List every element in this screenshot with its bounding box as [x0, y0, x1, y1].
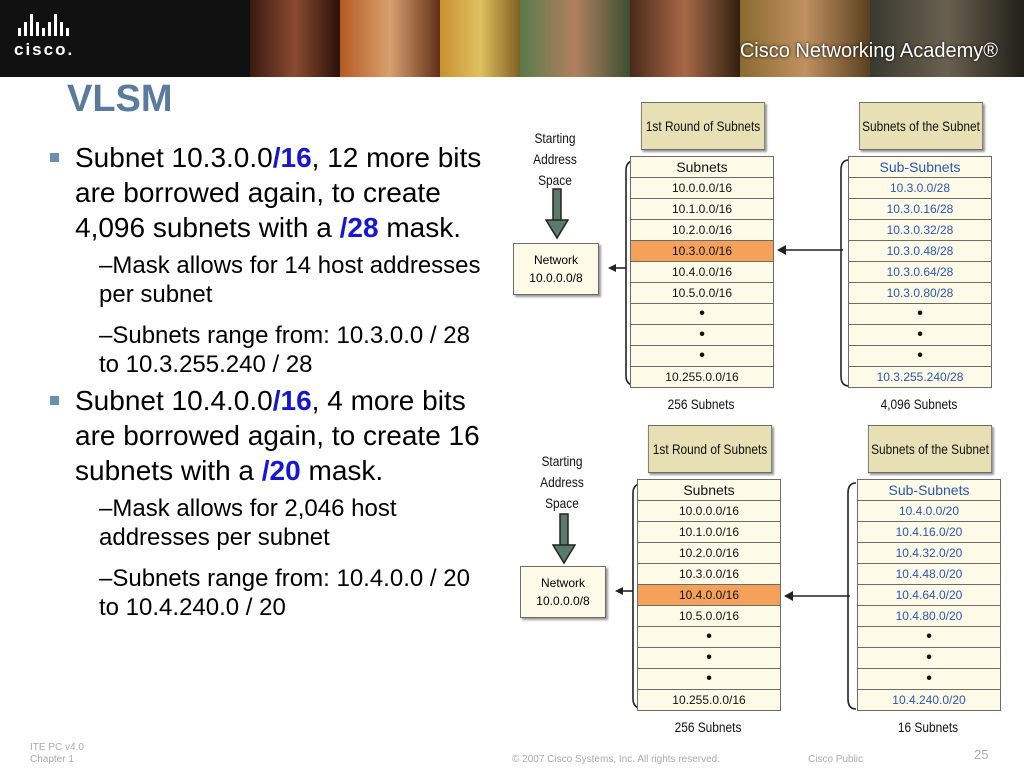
- cisco-logo: [14, 14, 104, 66]
- bullet-highlight: /28: [339, 212, 379, 243]
- footer-course: ITE PC v4.0: [30, 742, 84, 753]
- sub-subnet-row: 10.4.240.0/20: [858, 689, 1000, 711]
- sub-subnet-row: 10.3.0.16/28: [849, 198, 991, 219]
- first-round-header: 1st Round of Subnets: [641, 102, 765, 150]
- subnet-row: 10.255.0.0/16: [638, 689, 780, 711]
- footer-copyright: © 2007 Cisco Systems, Inc. All rights reserved.: [512, 754, 721, 765]
- slide-title: VLSM: [67, 78, 173, 120]
- sub-subnet-row: 10.4.64.0/20: [858, 584, 1000, 605]
- subnet-row-ellipsis: •: [638, 668, 780, 689]
- subnets-header: Subnets: [631, 156, 773, 177]
- sub-subnet-row: 10.3.0.0/28: [849, 177, 991, 198]
- network-label: Network: [533, 253, 578, 267]
- subnet-row: 10.2.0.0/16: [638, 542, 780, 563]
- subnet-row: 10.5.0.0/16: [631, 282, 773, 303]
- subnet-row: 10.5.0.0/16: [638, 605, 780, 626]
- banner-photo: [740, 0, 870, 77]
- banner-photo: [870, 0, 1024, 77]
- sub-subnet-row: 10.3.0.64/28: [849, 261, 991, 282]
- banner-photo: [340, 0, 440, 77]
- bullet-text: Subnet 10.3.0.0: [75, 142, 273, 173]
- first-round-header: 1st Round of Subnets: [648, 425, 772, 473]
- starting-address-label: Starting Address Space: [540, 453, 584, 511]
- sub-bullet: –Subnets range from: 10.3.0.0 / 28 to 10.3.255.240 / 28: [99, 322, 470, 378]
- starting-address-label: Starting Address Space: [533, 130, 577, 188]
- sub-subnet-row: 10.3.0.80/28: [849, 282, 991, 303]
- subnets-of-subnet-header: Subnets of the Subnet: [859, 102, 983, 150]
- page-number: 25: [974, 747, 989, 762]
- subnet-row: 10.1.0.0/16: [631, 198, 773, 219]
- bullet-text: mask.: [300, 455, 384, 486]
- down-arrow-icon: [545, 188, 569, 240]
- subnets-count-label: 256 Subnets: [674, 719, 742, 735]
- sub-subnet-row-ellipsis: •: [849, 303, 991, 324]
- sub-bullet: –Mask allows for 2,046 host addresses per subnet: [99, 495, 397, 551]
- sub-subnet-row: 10.3.255.240/28: [849, 366, 991, 388]
- sub-subnets-header: Sub-Subnets: [849, 156, 991, 177]
- subnet-row-ellipsis: •: [631, 303, 773, 324]
- bullet-highlight: /20: [261, 455, 301, 486]
- sub-subnets-count-label: 16 Subnets: [897, 719, 959, 735]
- banner-photo: [630, 0, 740, 77]
- vlsm-diagram-2: [512, 423, 1012, 743]
- sub-subnets-count-label: 4,096 Subnets: [880, 396, 958, 412]
- banner-photo: [520, 0, 630, 77]
- subnet-row: 10.3.0.0/16: [638, 563, 780, 584]
- bullet-item: [50, 140, 490, 245]
- header-banner: [0, 0, 1024, 77]
- banner-photo: [440, 0, 520, 77]
- sub-subnet-row-ellipsis: •: [858, 668, 1000, 689]
- vlsm-diagram-1: [505, 100, 1005, 420]
- bullet-text: , 12 more bits are borrowed again, to create 4,096 subnets with a: [75, 142, 482, 243]
- cisco-bars-icon: [18, 14, 104, 36]
- network-address: 10.0.0.0/8: [529, 271, 583, 285]
- subnet-row: 10.0.0.0/16: [638, 500, 780, 521]
- bullet-highlight: /16: [272, 142, 312, 173]
- bullet-highlight: /16: [272, 385, 312, 416]
- bullet-square-icon: [50, 396, 59, 405]
- subnets-of-subnet-header: Subnets of the Subnet: [868, 425, 992, 473]
- subnets-table: [630, 156, 774, 388]
- academy-title: Cisco Networking Academy®: [739, 40, 998, 62]
- footer-chapter: Chapter 1: [30, 754, 74, 765]
- network-box: [520, 566, 606, 618]
- down-arrow-icon: [552, 513, 576, 565]
- sub-bullet: –Mask allows for 14 host addresses per subnet: [99, 252, 481, 308]
- network-address: 10.0.0.0/8: [536, 594, 590, 608]
- sub-subnet-row: 10.4.48.0/20: [858, 563, 1000, 584]
- sub-subnet-row: 10.4.80.0/20: [858, 605, 1000, 626]
- sub-subnet-row-ellipsis: •: [858, 647, 1000, 668]
- network-box: [513, 243, 599, 295]
- network-label: Network: [540, 576, 585, 590]
- sub-subnet-row-ellipsis: •: [849, 345, 991, 366]
- slide-content: [50, 140, 490, 634]
- subnets-header: Subnets: [638, 479, 780, 500]
- subnet-row-ellipsis: •: [631, 345, 773, 366]
- subnets-table: [637, 479, 781, 711]
- subnet-row-highlighted: 10.3.0.0/16: [631, 240, 773, 261]
- subnet-row: 10.0.0.0/16: [631, 177, 773, 198]
- cisco-wordmark: cisco.: [14, 40, 75, 59]
- bullet-text: mask.: [378, 212, 462, 243]
- sub-subnet-row: 10.3.0.48/28: [849, 240, 991, 261]
- subnet-row: 10.1.0.0/16: [638, 521, 780, 542]
- sub-subnet-row-ellipsis: •: [858, 626, 1000, 647]
- sub-subnets-header: Sub-Subnets: [858, 479, 1000, 500]
- bullet-square-icon: [50, 153, 59, 162]
- sub-bullet: –Subnets range from: 10.4.0.0 / 20 to 10.4.240.0 / 20: [99, 565, 470, 621]
- bullet-text: , 4 more bits are borrowed again, to create 16 subnets with a: [75, 385, 480, 486]
- sub-subnet-row: 10.3.0.32/28: [849, 219, 991, 240]
- sub-subnet-row: 10.4.32.0/20: [858, 542, 1000, 563]
- bullet-text: Subnet 10.4.0.0: [75, 385, 273, 416]
- subnet-row-ellipsis: •: [638, 626, 780, 647]
- sub-subnet-row: 10.4.0.0/20: [858, 500, 1000, 521]
- subnet-row: 10.2.0.0/16: [631, 219, 773, 240]
- subnet-row-ellipsis: •: [638, 647, 780, 668]
- banner-photo: [250, 0, 340, 77]
- footer-classification: Cisco Public: [808, 754, 864, 765]
- subnet-row-ellipsis: •: [631, 324, 773, 345]
- sub-subnet-row: 10.4.16.0/20: [858, 521, 1000, 542]
- subnet-row: 10.4.0.0/16: [631, 261, 773, 282]
- subnets-count-label: 256 Subnets: [667, 396, 735, 412]
- sub-subnets-table: [857, 479, 1001, 711]
- subnet-row: 10.255.0.0/16: [631, 366, 773, 388]
- bullet-item: [50, 383, 490, 488]
- sub-subnets-table: [848, 156, 992, 388]
- subnet-row-highlighted: 10.4.0.0/16: [638, 584, 780, 605]
- sub-subnet-row-ellipsis: •: [849, 324, 991, 345]
